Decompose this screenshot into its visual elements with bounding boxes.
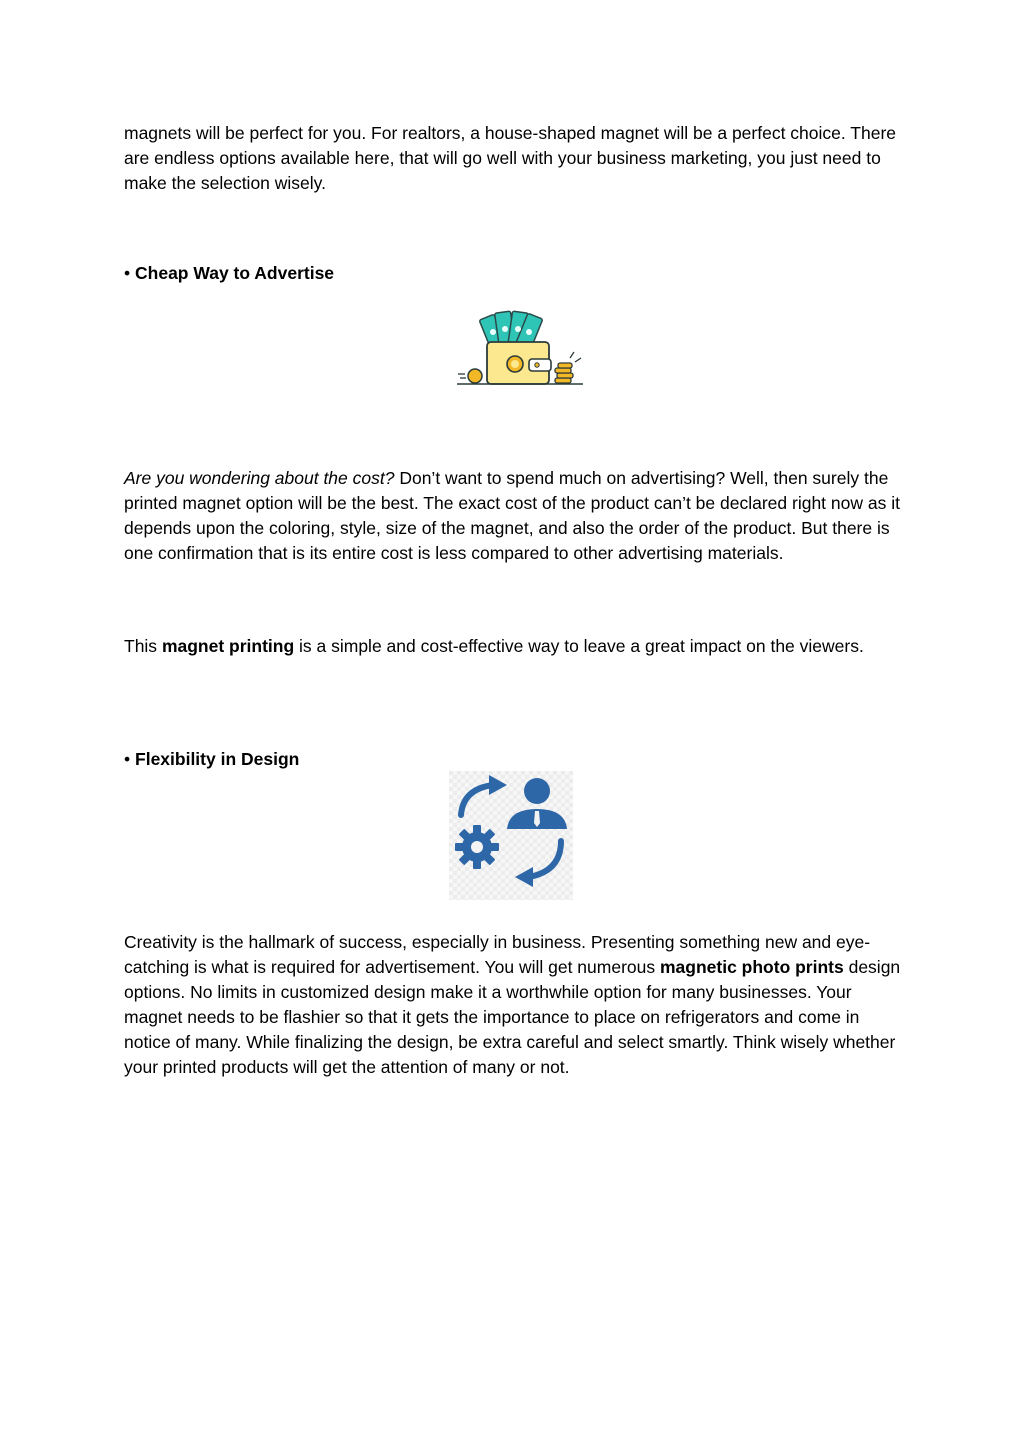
text-segment: design options. No limits in customized design make it a worthwhile option for many businesses. Your magnet needs to be flashier so that it gets the importance to place on refrigerators and come in notice of many. While finalizing the design, be extra careful and select smartly. Think wisely whether your printed products will get the attention of many or not.: [124, 956, 901, 1077]
cost-paragraph: [124, 466, 904, 566]
section-heading-cheap: [124, 261, 334, 285]
bullet: •: [124, 749, 131, 769]
cost-text: Don’t want to spend much on advertising? Well, then surely the printed magnet option will be the best. The exact cost of the product can’t be declared right now as it depends upon the coloring, style, size of the magnet, and also the order of the product. But there is one confirmation that is its entire cost is less compared to other advertising materials.: [124, 468, 900, 563]
magnet-printing-paragraph: [124, 634, 904, 659]
intro-text: magnets will be perfect for you. For realtors, a house-shaped magnet will be a perfect choice. There are endless options available here, that will go well with your business marketing, you just need to make the selection wisely.: [124, 123, 897, 193]
text-segment: Creativity is the hallmark of success, especially in business. Presenting something new and eye-catching is what is required for advertisement. You will get numerous: [124, 932, 871, 977]
person-gear-cycle-icon: [449, 771, 573, 900]
text-segment: is a simple and cost-effective way to leave a great impact on the viewers.: [294, 636, 864, 656]
intro-paragraph: [124, 121, 904, 196]
magnet-printing-keyword: magnet printing: [161, 636, 295, 656]
creativity-paragraph: [124, 930, 904, 1079]
section-heading-flexibility: [124, 747, 299, 771]
magnetic-photo-prints-keyword: magnetic photo prints: [659, 956, 844, 977]
text-segment: This: [124, 636, 162, 656]
heading-text: Flexibility in Design: [135, 749, 300, 769]
cost-question: Are you wondering about the cost?: [124, 468, 395, 488]
heading-text: Cheap Way to Advertise: [135, 263, 335, 283]
bullet: •: [124, 263, 131, 283]
wallet-with-money-icon: [455, 308, 585, 390]
